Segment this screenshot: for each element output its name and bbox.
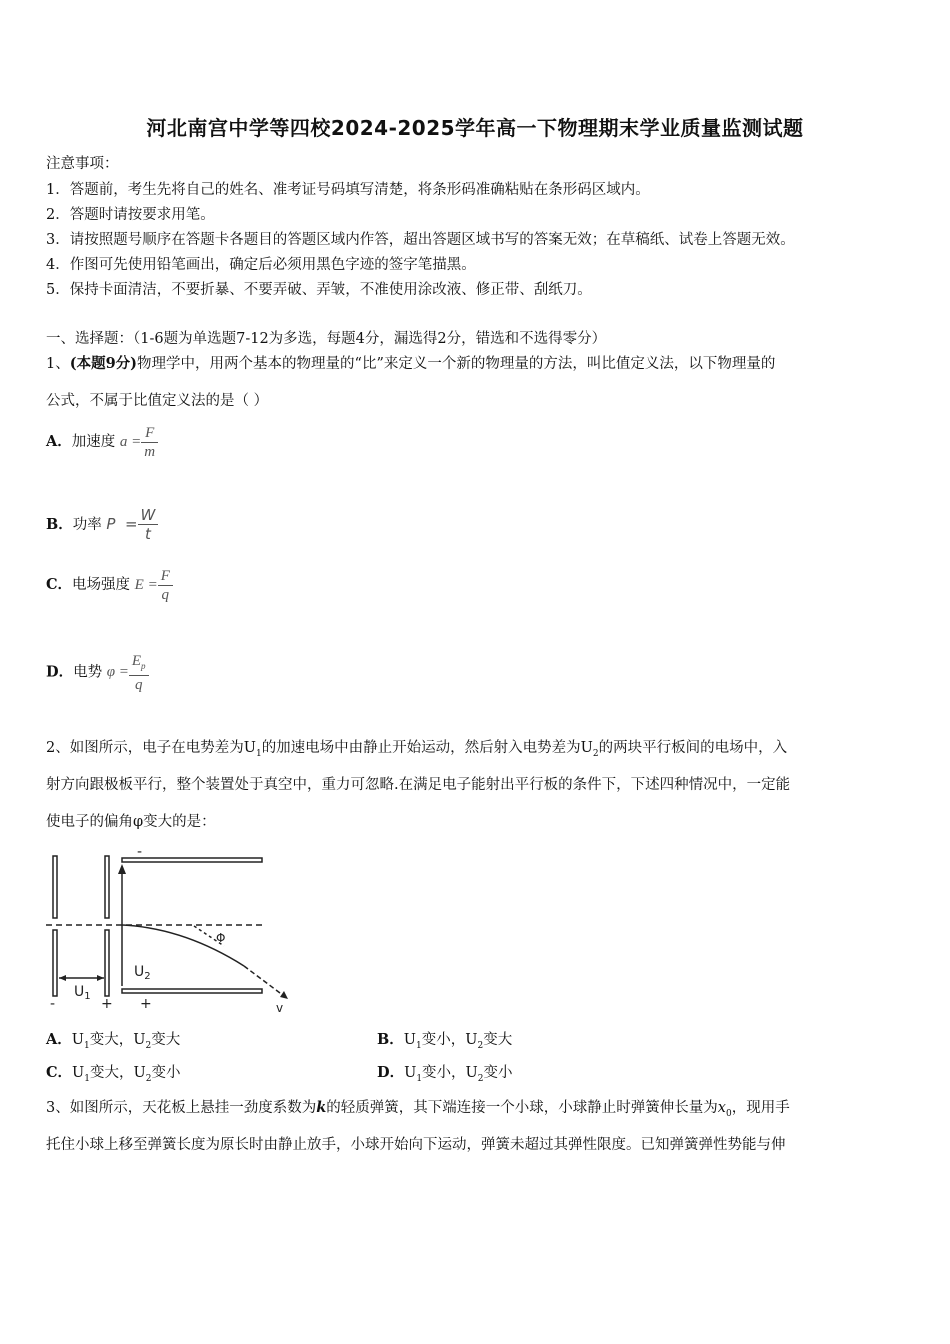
formula: P = $\frac{W}{t}$: [106, 515, 158, 533]
velocity-arrow-head: [280, 991, 288, 999]
deflect-plate-bottom: [122, 989, 262, 993]
minus-top-label: -: [137, 846, 143, 860]
question-1-line1: [46, 352, 775, 373]
question-number: 1、: [46, 356, 70, 372]
option-letter: A．: [46, 432, 72, 450]
question-2-line2: 射方向跟极板平行，整个装置处于真空中，重力可忽略.在满足电子能射出平行板的条件下，下述四种情况中，一定能: [46, 777, 791, 793]
u1-label: $U_1$: [74, 984, 91, 1002]
q2-option-c[interactable]: C．$U_1$变大，$U_2$变小: [46, 1064, 181, 1084]
question-1-line2: 公式，不属于比值定义法的是（ ）: [46, 393, 269, 409]
accel-plate-left-bottom: [53, 930, 57, 996]
q2-option-b[interactable]: B．$U_1$变小，$U_2$变大: [377, 1031, 513, 1051]
option-label: 电场强度: [72, 576, 131, 593]
option-label: 加速度: [71, 433, 116, 450]
u1-arrow-head-right: [97, 975, 104, 981]
notice-item: 2．答题时请按要求用笔。: [46, 207, 215, 223]
minus-left-label: -: [50, 996, 56, 1012]
notice-item: 1．答题前，考生先将自己的姓名、准考证号码填写清楚，将条形码准确粘贴在条形码区域内。: [46, 182, 650, 198]
plus-left-label: +: [101, 996, 113, 1012]
accel-plate-right-top: [105, 856, 109, 918]
q2-option-d[interactable]: D．$U_1$变小，$U_2$变小: [377, 1064, 513, 1084]
formula: φ = $\frac{E_p}{q}$: [107, 664, 149, 680]
formula: a = $\frac{F}{m}$: [120, 434, 158, 450]
u2-arrow-head: [118, 864, 126, 874]
formula: E = $\frac{F}{q}$: [135, 577, 173, 593]
trajectory: [122, 925, 244, 966]
u1-arrow-head-left: [59, 975, 66, 981]
notice-item: 5．保持卡面清洁，不要折暴、不要弄破、弄皱，不准使用涂改液、修正带、刮纸刀。: [46, 282, 592, 298]
deflect-plate-top: [122, 858, 262, 862]
notice-heading: 注意事项：: [46, 156, 119, 172]
phi-label: Φ: [216, 931, 226, 945]
page-title: 河北南宫中学等四校2024-2025学年高一下物理期末学业质量监测试题: [146, 116, 804, 140]
question-3-line2: 托住小球上移至弹簧长度为原长时由静止放手，小球开始向下运动，弹簧未超过其弹性限度。已知弹簧弹性势能与伸: [46, 1137, 786, 1153]
deflection-diagram: [44, 846, 306, 1014]
option-label: 电势: [73, 664, 103, 681]
question-2-line3: 使电子的偏角φ变大的是：: [46, 814, 216, 830]
option-b[interactable]: [46, 506, 158, 543]
option-d[interactable]: [46, 652, 149, 694]
question-3-line1: 3、如图所示，天花板上悬挂一劲度系数为k的轻质弹簧，其下端连接一个小球，小球静止时弹簧伸长量为$x_0$，现用手: [46, 1099, 790, 1119]
section-heading: 一、选择题：（1-6题为单选题7-12为多选，每题4分，漏选得2分，错选和不选得零分）: [46, 331, 607, 347]
trajectory-extension: [244, 966, 284, 996]
question-tag: (本题9分): [69, 355, 138, 372]
option-letter: B．: [46, 516, 73, 533]
question-2-line1: 2、如图所示，电子在电势差为$U_1$的加速电场中由静止开始运动，然后射入电势差为$U_2$的两块平行板间的电场中，入: [46, 740, 788, 759]
question-text: 物理学中，用两个基本的物理量的“比”来定义一个新的物理量的方法，叫比值定义法，以下物理量的: [137, 356, 776, 372]
q2-option-a[interactable]: A．$U_1$变大，$U_2$变大: [46, 1031, 181, 1051]
option-letter: D．: [46, 663, 74, 681]
accel-plate-left-top: [53, 856, 57, 918]
option-c[interactable]: [46, 567, 173, 604]
u2-label: $U_2$: [134, 964, 151, 982]
plus-bottom-label: +: [140, 996, 152, 1012]
notice-item: 3．请按照题号顺序在答题卡各题目的答题区域内作答，超出答题区域书写的答案无效；在草稿纸、试卷上答题无效。: [46, 232, 795, 248]
option-a[interactable]: [46, 424, 158, 461]
option-label: 功率: [72, 517, 102, 533]
accel-plate-right-bottom: [105, 930, 109, 996]
option-letter: C．: [46, 575, 73, 593]
notice-item: 4．作图可先使用铅笔画出，确定后必须用黑色字迹的签字笔描黑。: [46, 257, 476, 273]
v-label: v: [276, 1001, 284, 1014]
